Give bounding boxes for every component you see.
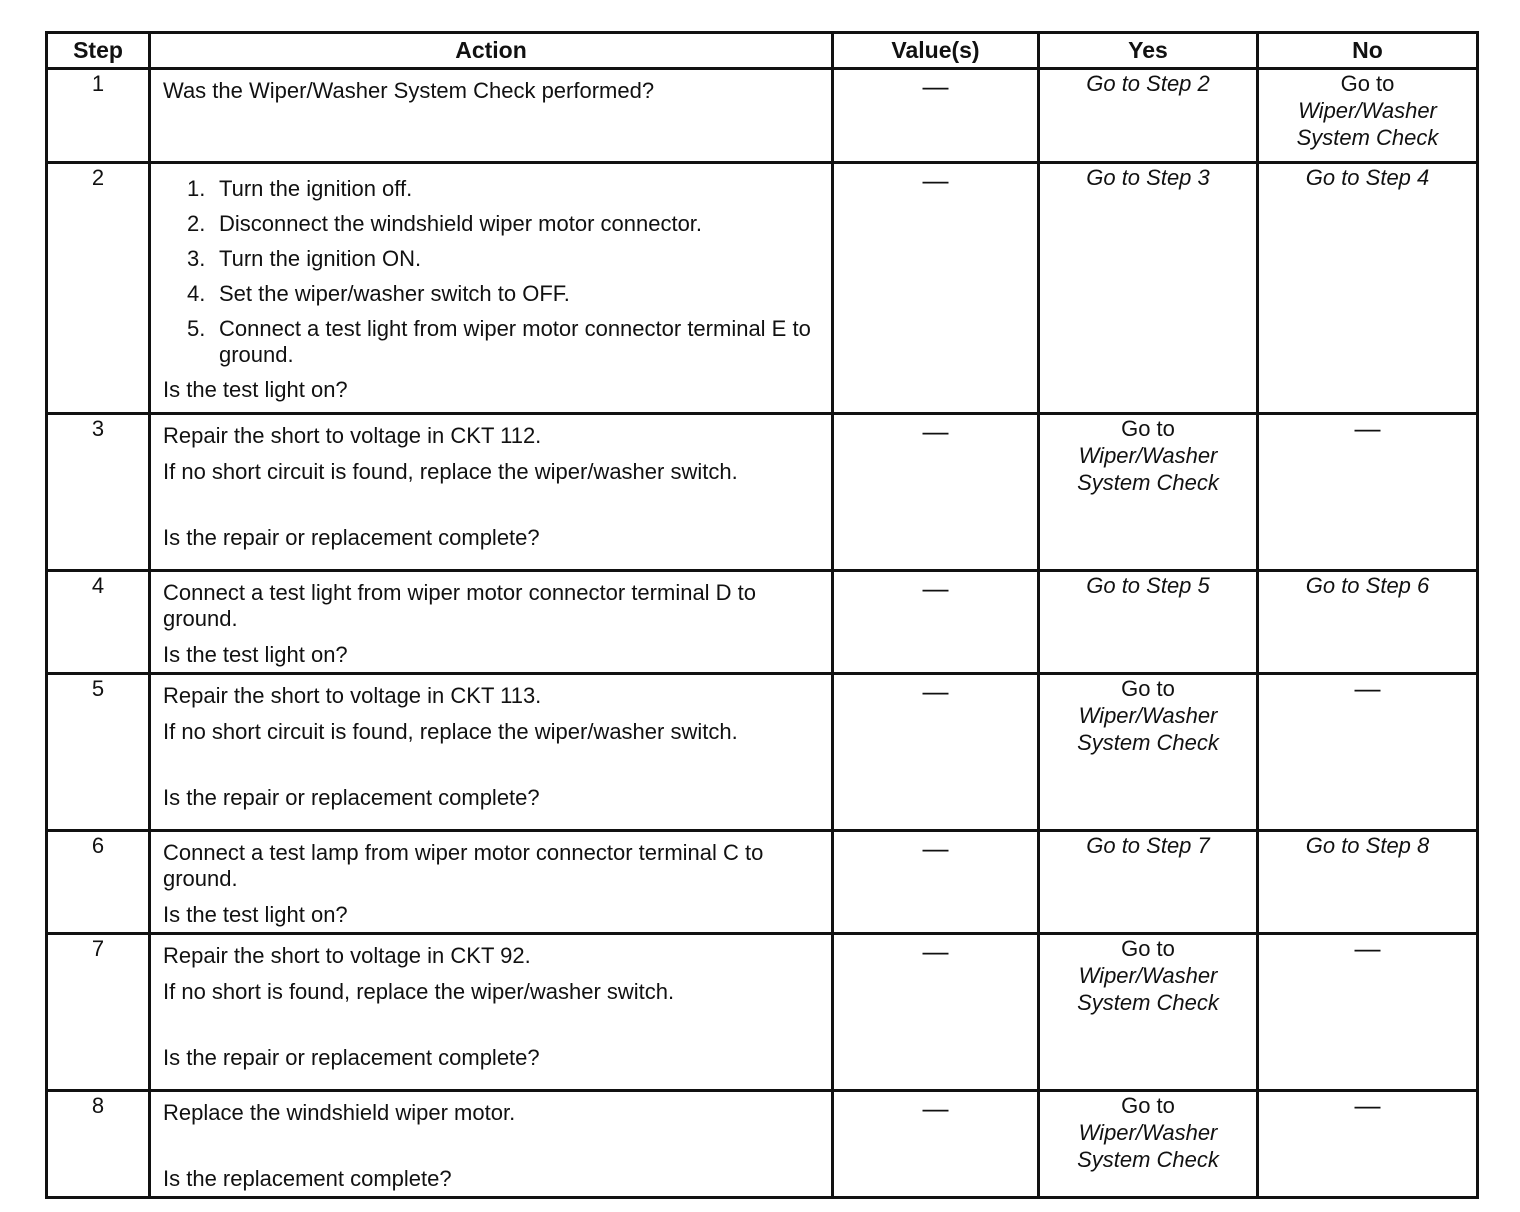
yes-cell-line: System Check: [1077, 990, 1219, 1015]
action-cell: [150, 1091, 833, 1198]
yes-cell-line: Go to Step 3: [1086, 165, 1210, 190]
step-number: 2: [47, 163, 150, 414]
diagnostic-table: [45, 31, 1479, 1199]
action-spacer: [163, 495, 821, 525]
no-cell-line: Go to Step 4: [1305, 165, 1430, 190]
step-number: 3: [47, 414, 150, 571]
action-cell: [150, 69, 833, 163]
yes-cell-line: Wiper/Washer: [1078, 443, 1218, 468]
table-row: [47, 831, 1478, 934]
action-paragraph: If no short circuit is found, replace the wiper/washer switch.: [163, 459, 738, 484]
yes-cell: [1039, 1091, 1258, 1198]
no-cell: [1258, 831, 1478, 934]
no-column-header: No: [1258, 33, 1478, 69]
action-paragraph: If no short is found, replace the wiper/washer switch.: [163, 979, 675, 1004]
yes-cell-text: [1044, 415, 1252, 496]
value-cell: —: [833, 414, 1039, 571]
action-paragraph: Connect a test lamp from wiper motor connector terminal C to ground.: [163, 840, 764, 891]
yes-cell-line: Go to: [1121, 936, 1175, 961]
action-question: Is the repair or replacement complete?: [163, 525, 540, 550]
action-cell: [150, 414, 833, 571]
table-row: [47, 1091, 1478, 1198]
action-question: Is the test light on?: [163, 642, 348, 667]
table-row: [47, 414, 1478, 571]
yes-cell-line: Go to: [1121, 676, 1175, 701]
yes-cell-text: [1044, 935, 1252, 1016]
step-number: 6: [47, 831, 150, 934]
action-question: Is the repair or replacement complete?: [163, 785, 540, 810]
no-cell-text: [1263, 70, 1472, 151]
value-cell: —: [833, 831, 1039, 934]
yes-column-header: Yes: [1039, 33, 1258, 69]
yes-cell-line: Go to Step 7: [1086, 833, 1210, 858]
yes-cell-line: System Check: [1077, 470, 1219, 495]
action-question: Is the replacement complete?: [163, 1166, 452, 1191]
yes-cell: [1039, 163, 1258, 414]
action-cell: [150, 163, 833, 414]
yes-cell: [1039, 934, 1258, 1091]
yes-cell-line: Go to Step 2: [1086, 71, 1210, 96]
yes-cell-line: Wiper/Washer: [1078, 963, 1218, 988]
action-step-number: 5.: [187, 316, 206, 341]
yes-cell: [1039, 831, 1258, 934]
no-cell: —: [1258, 1091, 1478, 1198]
action-paragraph: Replace the windshield wiper motor.: [163, 1100, 516, 1125]
action-step-number: 2.: [187, 211, 206, 236]
table-row: [47, 69, 1478, 163]
action-steps-list: [163, 176, 821, 368]
table-body: [47, 69, 1478, 1198]
value-cell: —: [833, 674, 1039, 831]
action-spacer: [163, 1136, 821, 1166]
action-paragraph: Repair the short to voltage in CKT 112.: [163, 423, 542, 448]
value-cell: —: [833, 934, 1039, 1091]
yes-cell-text: [1044, 572, 1252, 599]
yes-cell: [1039, 674, 1258, 831]
no-cell: —: [1258, 414, 1478, 571]
action-paragraph: Connect a test light from wiper motor connector terminal D to ground.: [163, 580, 757, 631]
value-cell: —: [833, 69, 1039, 163]
action-paragraph: Repair the short to voltage in CKT 92.: [163, 943, 531, 968]
action-cell: [150, 934, 833, 1091]
action-step-number: 3.: [187, 246, 206, 271]
action-step-number: 1.: [187, 176, 206, 201]
step-number: 1: [47, 69, 150, 163]
no-cell: [1258, 571, 1478, 674]
step-number: 4: [47, 571, 150, 674]
no-cell: [1258, 69, 1478, 163]
no-cell-line: Wiper/Washer: [1298, 98, 1437, 123]
value-cell: —: [833, 163, 1039, 414]
yes-cell-text: [1044, 70, 1252, 97]
step-number: 7: [47, 934, 150, 1091]
no-cell-text: [1263, 572, 1472, 599]
value-cell: —: [833, 571, 1039, 674]
table-row: [47, 674, 1478, 831]
no-cell: —: [1258, 934, 1478, 1091]
value-cell: —: [833, 1091, 1039, 1198]
step-column-header: Step: [47, 33, 150, 69]
yes-cell-text: [1044, 832, 1252, 859]
action-step-item: 4. Set the wiper/washer switch to OFF.: [187, 281, 570, 306]
no-cell-text: [1263, 832, 1472, 859]
action-spacer: [163, 1015, 821, 1045]
yes-cell: [1039, 69, 1258, 163]
yes-cell-text: [1044, 1092, 1252, 1173]
no-cell: [1258, 163, 1478, 414]
yes-cell-text: [1044, 164, 1252, 191]
table-row: [47, 934, 1478, 1091]
values-column-header: Value(s): [833, 33, 1039, 69]
yes-cell-line: Wiper/Washer: [1078, 1120, 1218, 1145]
step-number: 5: [47, 674, 150, 831]
yes-cell-line: System Check: [1077, 730, 1219, 755]
action-paragraph: Was the Wiper/Washer System Check performed?: [163, 78, 655, 103]
no-cell: —: [1258, 674, 1478, 831]
action-step-item: 5. Connect a test light from wiper motor connector terminal E to ground.: [187, 316, 811, 367]
action-spacer: [163, 755, 821, 785]
yes-cell-line: Go to Step 5: [1086, 573, 1210, 598]
no-cell-text: [1263, 164, 1472, 191]
action-question: Is the test light on?: [163, 902, 348, 927]
action-cell: [150, 571, 833, 674]
table-row: [47, 163, 1478, 414]
action-step-number: 4.: [187, 281, 206, 306]
action-cell: [150, 674, 833, 831]
yes-cell-line: System Check: [1077, 1147, 1219, 1172]
table-header-row: [47, 33, 1478, 69]
action-step-item: 1. Turn the ignition off.: [187, 176, 413, 201]
yes-cell: [1039, 571, 1258, 674]
yes-cell-line: Go to: [1121, 1093, 1175, 1118]
table-row: [47, 571, 1478, 674]
action-paragraph: Repair the short to voltage in CKT 113.: [163, 683, 542, 708]
no-cell-line: Go to Step 8: [1305, 833, 1430, 858]
step-number: 8: [47, 1091, 150, 1198]
action-paragraph: If no short circuit is found, replace the wiper/washer switch.: [163, 719, 738, 744]
action-cell: [150, 831, 833, 934]
yes-cell: [1039, 414, 1258, 571]
action-step-item: 2. Disconnect the windshield wiper motor connector.: [187, 211, 703, 236]
yes-cell-line: Go to: [1121, 416, 1175, 441]
yes-cell-line: Wiper/Washer: [1078, 703, 1218, 728]
action-step-item: 3. Turn the ignition ON.: [187, 246, 422, 271]
no-cell-line: System Check: [1296, 125, 1439, 150]
no-cell-line: Go to: [1340, 71, 1395, 96]
no-cell-line: Go to Step 6: [1305, 573, 1430, 598]
action-question: Is the repair or replacement complete?: [163, 1045, 540, 1070]
yes-cell-text: [1044, 675, 1252, 756]
action-question: Is the test light on?: [163, 377, 348, 402]
action-column-header: Action: [150, 33, 833, 69]
